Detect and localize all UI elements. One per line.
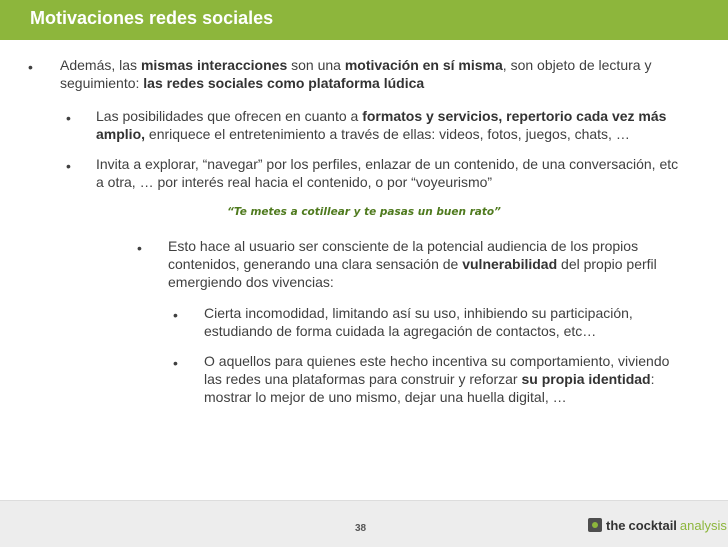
- text-run: del propio perfil emergiendo dos vivencias:: [168, 256, 657, 290]
- bullet-level-2: •: [66, 110, 71, 126]
- bold-run: motivación en sí misma: [344, 57, 503, 73]
- logo-icon: [588, 518, 602, 532]
- bold-run: formatos y servicios, repertorio cada vez más amplio,: [96, 108, 667, 142]
- paragraph-identidad: [204, 352, 674, 406]
- bold-run: su propia identidad: [521, 371, 651, 387]
- paragraph-explorar: [96, 155, 686, 191]
- text-run: Las posibilidades que ofrecen en cuanto a: [96, 108, 363, 124]
- paragraph-formatos: [96, 107, 686, 143]
- logo-text-the: the: [606, 517, 626, 533]
- page-number: 38: [355, 523, 367, 534]
- text-run: , son objeto de lectura y seguimiento:: [60, 57, 652, 91]
- paragraph-interacciones: [60, 56, 680, 92]
- bullet-level-3: •: [137, 240, 142, 256]
- bold-run: las redes sociales como plataforma lúdica: [143, 75, 425, 91]
- text-run: Invita a explorar, “navegar” por los perfiles, enlazar de un contenido, de una conversación, etc a otra, … por interés real hacia el contenido, o por “voyeurismo”: [96, 156, 679, 190]
- footer: [0, 500, 728, 547]
- text-run: son una: [287, 57, 345, 73]
- quote: “Te metes a cotillear y te pasas un buen rato”: [227, 206, 501, 218]
- paragraph-incomodidad: [204, 304, 664, 340]
- logo-text-analysis: analysis: [679, 517, 727, 533]
- text-run: enriquece el entretenimiento a través de ellas: videos, fotos, juegos, chats, …: [145, 126, 630, 142]
- paragraph-vulnerabilidad: [168, 237, 688, 291]
- bullet-level-4: •: [173, 355, 178, 371]
- bullet-level-2: •: [66, 158, 71, 174]
- bold-run: mismas interacciones: [140, 57, 288, 73]
- bold-run: vulnerabilidad: [462, 256, 558, 272]
- text-run: Esto hace al usuario ser consciente de la potencial audiencia de los propios contenidos, generando una clara sensación de: [168, 238, 639, 272]
- text-run: O aquellos para quienes este hecho incentiva su comportamiento, viviendo las redes una plataformas para construir y reforzar: [204, 353, 670, 387]
- text-run: Cierta incomodidad, limitando así su uso, inhibiendo su participación, estudiando de forma cuidada la agregación de contactos, etc…: [204, 305, 633, 339]
- text-run: Además, las: [60, 57, 141, 73]
- logo-text-cocktail: cocktail: [628, 517, 677, 533]
- title-bar: [0, 0, 728, 40]
- slide-title: Motivaciones redes sociales: [30, 8, 274, 28]
- company-logo: [588, 513, 727, 537]
- text-run: : mostrar lo mejor de uno mismo, dejar una huella digital, …: [204, 371, 655, 405]
- bullet-level-1: •: [28, 59, 33, 75]
- bullet-level-4: •: [173, 307, 178, 323]
